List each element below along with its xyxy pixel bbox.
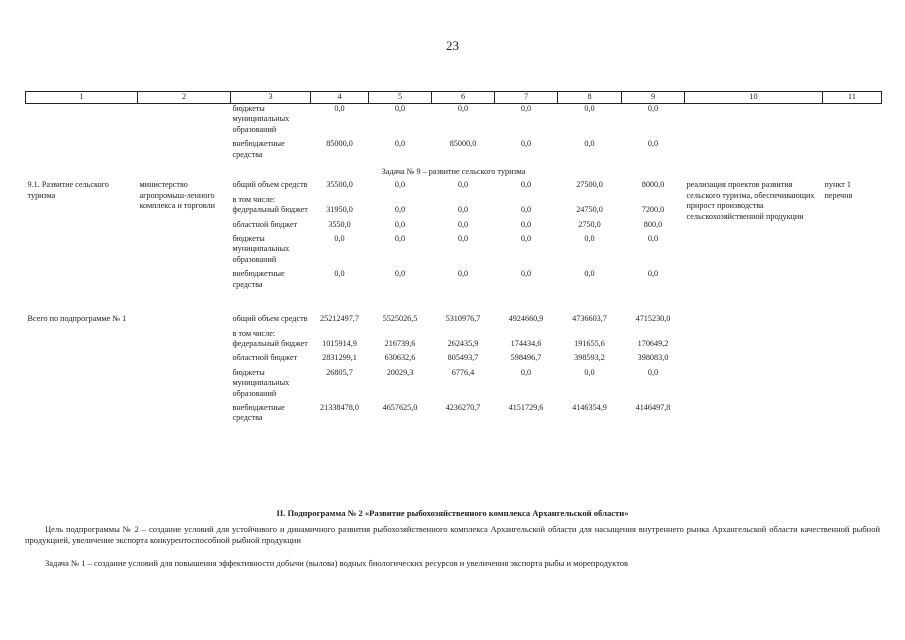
empty-cell: [558, 329, 622, 339]
value-cell: 398083,0: [637, 353, 669, 363]
empty-cell: [26, 139, 138, 164]
item-name-cell: 9.1. Развитие сельского туризма: [27, 180, 109, 200]
value-cell: 262435,9: [447, 338, 479, 348]
value-cell: 0,0: [457, 234, 469, 244]
empty-cell: [558, 195, 622, 205]
funding-source-cell: федеральный бюджет: [232, 338, 308, 348]
value-cell: 0,0: [457, 219, 469, 229]
value-cell: 85000,0: [326, 139, 353, 149]
task-row: [26, 164, 882, 180]
empty-cell: [685, 139, 823, 164]
value-cell: 0,0: [457, 269, 469, 279]
result-cell: [685, 314, 823, 428]
funding-source-cell: федеральный бюджет: [232, 205, 308, 215]
value-cell: 4151729,6: [508, 402, 544, 412]
value-cell: 0,0: [584, 367, 595, 377]
funding-source-cell: бюджеты муниципальных образований: [232, 234, 290, 264]
value-cell: 24750,0: [576, 205, 603, 215]
goal-paragraph: Цель подпрограммы № 2 – создание условий для устойчивого и динамичного развития рыбохозяйственного комплекса Архангельской области для насыщения внутреннего рынка Архангельской области качественной рыбной продукцией, увеличение экспорта конкурентоспособной рыбной продукции: [25, 524, 880, 545]
col-header: 9: [622, 92, 685, 104]
funding-source-cell: общий объем средств: [232, 180, 308, 190]
empty-cell: [311, 329, 369, 339]
empty-cell: [138, 139, 231, 164]
reference-cell: [823, 314, 882, 428]
value-cell: 4736603,7: [572, 314, 607, 324]
col-header: 1: [26, 92, 138, 104]
table-row: [26, 139, 882, 164]
value-cell: 8000,0: [641, 180, 665, 190]
value-cell: 0,0: [647, 139, 659, 149]
funding-source-cell: общий объем средств: [232, 314, 308, 324]
value-cell: 0,0: [520, 234, 532, 244]
empty-cell: [369, 195, 432, 205]
funding-source-cell: в том числе:: [232, 194, 276, 204]
table-row: [26, 314, 882, 328]
value-cell: 398593,2: [574, 353, 605, 363]
funding-source-cell: внебюджетные средства: [232, 402, 285, 423]
value-cell: 0,0: [584, 234, 595, 244]
col-header: 7: [495, 92, 558, 104]
empty-cell: [432, 195, 495, 205]
value-cell: 0,0: [647, 234, 659, 244]
value-cell: 2831299,1: [322, 353, 357, 363]
empty-cell: [26, 104, 138, 140]
value-cell: 0,0: [584, 269, 595, 279]
value-cell: 4715230,0: [635, 314, 671, 324]
value-cell: 5525026,5: [382, 314, 418, 324]
empty-cell: [311, 195, 369, 205]
executor-cell: [138, 314, 231, 428]
value-cell: 5310976,7: [445, 314, 481, 324]
value-cell: 0,0: [334, 104, 345, 113]
task-9-title: Задача № 9 – развитие сельского туризма: [381, 167, 526, 177]
spacer-cell: [26, 294, 882, 314]
value-cell: 170649,2: [637, 338, 669, 348]
value-cell: 0,0: [520, 139, 532, 149]
value-cell: 805493,7: [447, 353, 479, 363]
value-cell: 0,0: [520, 205, 532, 215]
value-cell: 0,0: [584, 139, 595, 149]
value-cell: 598496,7: [510, 353, 542, 363]
value-cell: 0,0: [520, 367, 532, 377]
empty-cell: [432, 329, 495, 339]
value-cell: 3550,0: [328, 219, 351, 229]
value-cell: 0,0: [334, 269, 345, 279]
value-cell: 0,0: [584, 104, 595, 113]
value-cell: 0,0: [394, 139, 406, 149]
value-cell: 27500,0: [576, 180, 603, 190]
value-cell: 20029,3: [386, 367, 414, 377]
col-header: 11: [823, 92, 882, 104]
value-cell: 0,0: [647, 104, 659, 113]
task-1-paragraph: Задача № 1 – создание условий для повышения эффективности добычи (вылова) водных биологических ресурсов и увеличения экспорта рыбы и морепродуктов: [45, 558, 629, 568]
value-cell: 26805,7: [326, 367, 353, 377]
value-cell: 0,0: [457, 180, 469, 190]
value-cell: 174434,6: [510, 338, 542, 348]
funding-source-cell: бюджеты муниципальных образований: [232, 367, 290, 398]
spacer-row: [26, 294, 882, 314]
funding-source-cell: областной бюджет: [232, 353, 298, 363]
col-header: 5: [369, 92, 432, 104]
value-cell: 0,0: [394, 104, 406, 113]
value-cell: 35500,0: [326, 180, 353, 190]
empty-cell: [685, 104, 823, 140]
budget-table: [25, 91, 882, 428]
empty-cell: [369, 329, 432, 339]
value-cell: 2750,0: [578, 219, 601, 229]
value-cell: 31950,0: [326, 205, 353, 215]
col-header: 4: [311, 92, 369, 104]
funding-source-cell: внебюджетные средства: [232, 139, 285, 159]
value-cell: 0,0: [647, 367, 659, 377]
table-row: [26, 104, 882, 140]
value-cell: 21338478,0: [320, 402, 359, 412]
funding-source-cell: областной бюджет: [232, 219, 298, 229]
funding-source-cell: в том числе:: [232, 328, 276, 338]
table-row: [26, 180, 882, 194]
value-cell: 4236270,7: [445, 402, 481, 412]
col-header: 6: [432, 92, 495, 104]
page-number: 23: [446, 38, 459, 53]
reference-cell: пункт 1 перечня: [824, 180, 853, 200]
value-cell: 0,0: [457, 104, 469, 113]
section-title: II. Подпрограмма № 2 «Развитие рыбохозяйственного комплекса Архангельской области»: [276, 508, 629, 518]
value-cell: 0,0: [520, 269, 532, 279]
value-cell: 0,0: [394, 269, 406, 279]
value-cell: 0,0: [520, 219, 532, 229]
empty-cell: [622, 329, 685, 339]
value-cell: 1015914,9: [322, 338, 357, 348]
executor-cell: министерство агропромыш-ленного комплекса и торговли: [139, 180, 216, 211]
value-cell: 0,0: [334, 234, 345, 244]
empty-cell: [823, 104, 882, 140]
value-cell: 4657625,0: [382, 402, 418, 412]
value-cell: 4146354,9: [572, 402, 607, 412]
value-cell: 25212497,7: [320, 314, 359, 324]
value-cell: 191655,6: [574, 338, 605, 348]
value-cell: 800,0: [643, 219, 663, 229]
funding-source-cell: бюджеты муниципальных образований: [232, 104, 290, 134]
empty-cell: [495, 195, 558, 205]
value-cell: 4146497,8: [635, 402, 671, 412]
value-cell: 4924660,9: [508, 314, 544, 324]
value-cell: 0,0: [520, 104, 532, 113]
value-cell: 0,0: [394, 234, 406, 244]
value-cell: 85000,0: [449, 139, 477, 149]
value-cell: 7200,0: [641, 205, 665, 215]
item-name-cell: Всего по подпрограмме № 1: [27, 314, 127, 324]
value-cell: 0,0: [520, 180, 532, 190]
table-header-row: [26, 92, 882, 104]
result-cell: реализация проектов развития сельского туризма, обеспечивающих прирост производства сельскохозяйственной продукции: [686, 180, 815, 221]
col-header: 2: [138, 92, 231, 104]
value-cell: 630632,6: [384, 353, 416, 363]
value-cell: 0,0: [457, 205, 469, 215]
col-header: 3: [231, 92, 311, 104]
value-cell: 0,0: [394, 219, 406, 229]
value-cell: 0,0: [394, 180, 406, 190]
col-header: 10: [685, 92, 823, 104]
empty-cell: [495, 329, 558, 339]
empty-cell: [138, 104, 231, 140]
empty-cell: [823, 139, 882, 164]
value-cell: 6776,4: [451, 367, 475, 377]
value-cell: 216739,6: [384, 338, 416, 348]
funding-source-cell: внебюджетные средства: [232, 269, 285, 289]
value-cell: 0,0: [394, 205, 406, 215]
col-header: 8: [558, 92, 622, 104]
empty-cell: [622, 195, 685, 205]
table-body: [26, 92, 882, 428]
value-cell: 0,0: [647, 269, 659, 279]
